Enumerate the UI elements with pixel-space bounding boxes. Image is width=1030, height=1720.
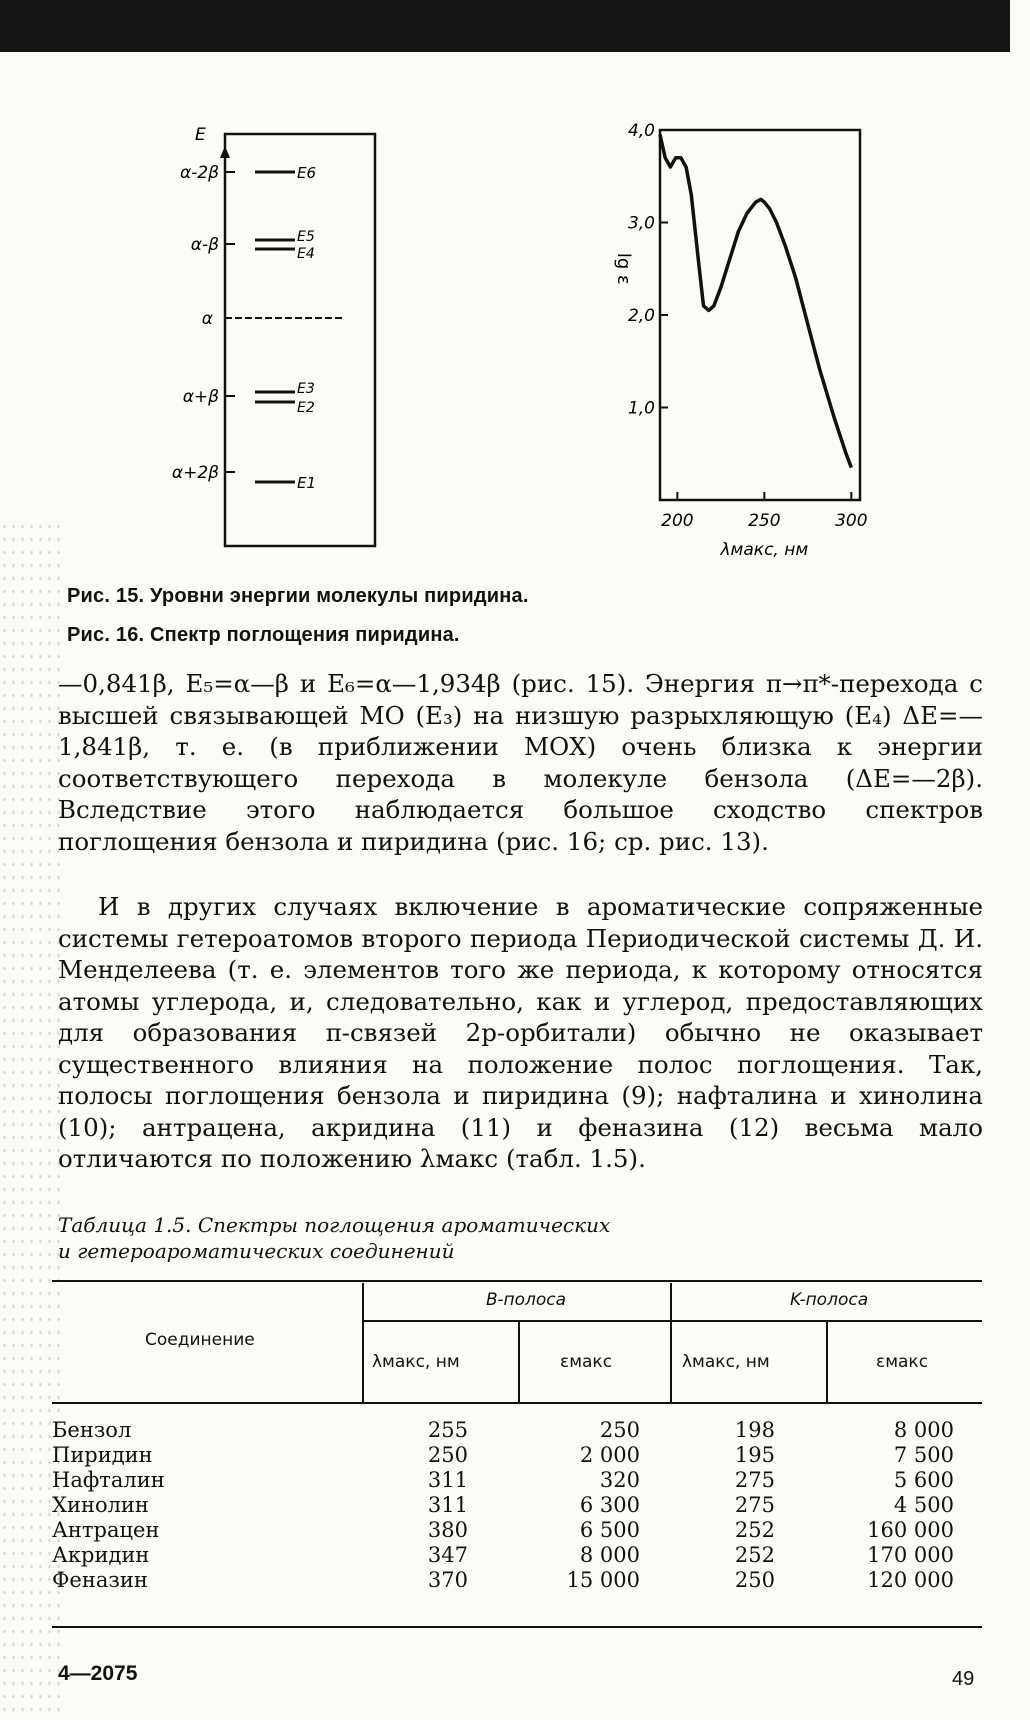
absorption-spectrum-chart (595, 115, 895, 565)
y-axis-label: lg ε (613, 252, 634, 285)
table-cell: 5 600 (893, 1468, 954, 1492)
scan-top-bar (0, 0, 1010, 52)
y-tick-label: 3,0 (627, 213, 655, 234)
energy-axis-label: E (195, 125, 206, 145)
header-b-eps: εмакс (560, 1352, 613, 1372)
table-caption-line-1: Таблица 1.5. Спектры поглощения ароматических (58, 1213, 611, 1237)
table-cell: 198 (734, 1418, 775, 1442)
level-label: E4 (297, 246, 315, 262)
paragraph-1: —0,841β, E₅=α—β и E₆=α—1,934β (рис. 15). Энергия π→π*-перехода с высшей связывающей МО (E₃) на низшую разрыхляющую (E₄) ΔE=—1,841β, т. е. (в приближении МОХ) очень близка к энергии соответствующего перехода в молекуле бензола (ΔE=—2β). Вследствие этого наблюдается большое сходство спектров поглощения бензола и пиридина (рис. 16; ср. рис. 13). (58, 669, 983, 856)
table-header-rule (52, 1402, 982, 1404)
header-b-lambda: λмакс, нм (372, 1352, 460, 1372)
header-compound: Соединение (145, 1330, 255, 1350)
level-label: E1 (297, 474, 317, 492)
table-cell: 170 000 (867, 1543, 954, 1567)
table-cell: Феназин (52, 1568, 148, 1592)
table-cell: 275 (734, 1493, 775, 1517)
level-label: E6 (297, 164, 317, 182)
col-divider (362, 1283, 364, 1402)
table-cell: Хинолин (52, 1493, 149, 1517)
col-divider (826, 1322, 828, 1402)
tick-label: α+2β (171, 463, 219, 483)
paragraph-2: И в других случаях включение в ароматические сопряженные системы гетероатомов второго периода Периодической системы Д. И. Менделеева (т. е. элементов того же периода, к которому относятся атомы углерода, и, следовательно, как и углерод, предоставляющих для образования π-связей 2p-орбитали) обычно не оказывает существенного влияния на положение полос поглощения. Так, полосы поглощения бензола и пиридина (9); нафталина и хинолина (10); антрацена, акридина (11) и феназина (12) весьма мало отличаются по положению λмакс (табл. 1.5). (58, 892, 983, 1173)
table-cell: Акридин (52, 1543, 150, 1567)
table-cell: 160 000 (867, 1518, 954, 1542)
table-cell: 252 (734, 1543, 775, 1567)
table-cell: 195 (734, 1443, 775, 1467)
table-cell: 320 (599, 1468, 640, 1492)
level-alpha (202, 309, 345, 329)
tick-label: α-β (190, 235, 219, 255)
energy-level-diagram (155, 120, 415, 550)
figure-15-caption: Рис. 15. Уровни энергии молекулы пиридина. (67, 585, 529, 607)
page-number: 49 (952, 1668, 975, 1690)
table-cell: 2 000 (579, 1443, 640, 1467)
table-bottom-rule (52, 1626, 982, 1628)
table-top-rule (52, 1280, 982, 1282)
table-cell: 275 (734, 1468, 775, 1492)
band-divider (362, 1320, 670, 1322)
tick-label: α-2β (179, 163, 219, 183)
table-cell: 347 (427, 1543, 468, 1567)
table-cell: 311 (427, 1493, 468, 1517)
table-cell: 311 (427, 1468, 468, 1492)
col-divider (518, 1322, 520, 1402)
band-divider (670, 1320, 982, 1322)
x-tick-label: 200 (661, 511, 694, 531)
scan-speckle (0, 520, 60, 1720)
table-cell: 6 300 (579, 1493, 640, 1517)
level-alpha-plus-beta (183, 381, 315, 416)
table-cell: 252 (734, 1518, 775, 1542)
level-alpha-minus-beta (191, 229, 315, 262)
x-tick-label: 250 (748, 511, 781, 531)
level-alpha-minus-2beta (180, 163, 316, 183)
table-caption (58, 1212, 610, 1264)
table-cell: 250 (734, 1568, 775, 1592)
level-label: E3 (297, 381, 315, 397)
table-cell: 255 (427, 1418, 468, 1442)
table-cell: Пиридин (52, 1443, 153, 1467)
table-cell: 250 (599, 1418, 640, 1442)
y-tick-label: 1,0 (627, 398, 655, 419)
tick-label: α+β (182, 387, 219, 407)
header-k-lambda: λмакс, нм (682, 1352, 770, 1372)
col-divider (670, 1283, 672, 1402)
table-cell: Антрацен (52, 1518, 160, 1542)
footer-signature: 4—2075 (58, 1662, 138, 1685)
figure-16-caption: Рис. 16. Спектр поглощения пиридина. (67, 624, 460, 646)
table-cell: 8 000 (893, 1418, 954, 1442)
level-label: E2 (297, 400, 315, 416)
x-tick-label: 300 (835, 511, 868, 531)
level-label: E5 (297, 229, 315, 245)
table-caption-line-2: и гетероароматических соединений (58, 1239, 455, 1263)
table-cell: 6 500 (579, 1518, 640, 1542)
tick-label: α (201, 309, 213, 329)
y-tick-label: 2,0 (627, 306, 655, 326)
table-cell: Нафталин (52, 1468, 165, 1492)
header-k-band: K-полоса (790, 1290, 869, 1310)
table-cell: 120 000 (867, 1568, 954, 1592)
table-cell: 4 500 (893, 1493, 954, 1517)
y-tick-label: 4,0 (627, 121, 655, 141)
spectrum-curve (660, 135, 851, 468)
table-cell: 380 (427, 1518, 468, 1542)
header-b-band: B-полоса (486, 1290, 567, 1310)
x-axis-label: λмакс, нм (720, 540, 809, 560)
level-alpha-plus-2beta (172, 463, 316, 492)
table-cell: 250 (427, 1443, 468, 1467)
table-cell: 7 500 (893, 1443, 954, 1467)
table-cell: 8 000 (579, 1543, 640, 1567)
table-cell: 370 (427, 1568, 468, 1592)
header-k-eps: εмакс (876, 1352, 929, 1372)
table-cell: 15 000 (566, 1568, 640, 1592)
table-cell: Бензол (52, 1418, 132, 1442)
